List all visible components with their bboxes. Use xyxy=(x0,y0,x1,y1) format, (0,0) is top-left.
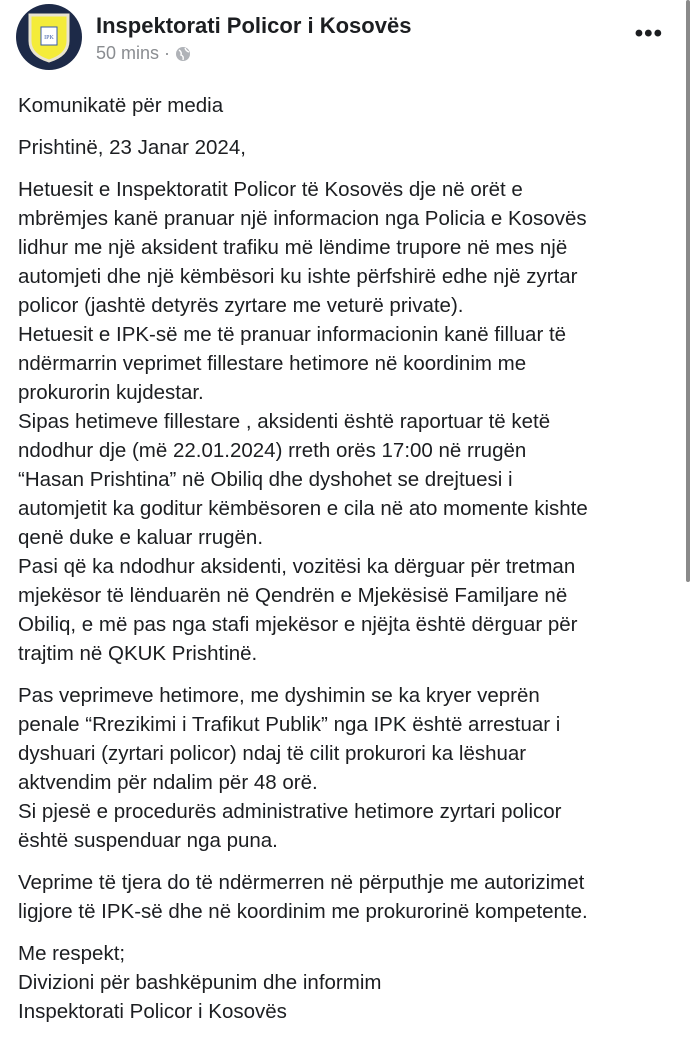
author-name[interactable]: Inspektorati Policor i Kosovës xyxy=(96,13,412,38)
text-line: Si pjesë e procedurës administrative hetimore zyrtari policor xyxy=(18,800,562,823)
text-line: Inspektorati Policor i Kosovës xyxy=(18,1000,287,1023)
text-line: është suspenduar nga puna. xyxy=(18,829,278,852)
post-paragraph xyxy=(18,175,588,668)
text-line: Veprime të tjera do të ndërmerren në përputhje me autorizimet xyxy=(18,871,585,894)
text-line: penale “Rrezikimi i Trafikut Publik” nga IPK është arrestuar i xyxy=(18,713,561,736)
text-line: dyshuari (zyrtari policor) ndaj të cilit prokurori ka lëshuar xyxy=(18,742,527,765)
text-line: ndërmarrin veprimet fillestare hetimore në koordinim me xyxy=(18,352,527,375)
post-paragraph xyxy=(18,868,588,926)
text-line: trajtim në QKUK Prishtinë. xyxy=(18,642,258,665)
text-line: Hetuesit e IPK-së me të pranuar informacionin kanë filluar të xyxy=(18,323,567,346)
text-line: mjekësor të lënduarën në Qendrën e Mjekësisë Familjare në xyxy=(18,584,568,607)
text-line: Hetuesit e Inspektoratit Policor të Kosovës dje në orët e xyxy=(18,178,523,201)
text-line: lidhur me një aksident trafiku më lëndime trupore në mes një xyxy=(18,236,568,259)
text-line: Obiliq, e më pas nga stafi mjekësor e njëjta është dërguar për xyxy=(18,613,578,636)
post-paragraph xyxy=(18,939,588,1026)
text-line: ligjore të IPK-së dhe në koordinim me prokurorinë kompetente. xyxy=(18,900,588,923)
text-line: Pasi që ka ndodhur aksidenti, vozitësi ka dërguar për tretman xyxy=(18,555,576,578)
text-line: automjeti dhe një këmbësori ku ishte përfshirë edhe një zyrtar xyxy=(18,265,578,288)
post-body xyxy=(18,91,588,1039)
post-meta xyxy=(96,43,191,64)
post-paragraph xyxy=(18,133,588,162)
text-line: Prishtinë, 23 Janar 2024, xyxy=(18,136,246,159)
text-line: aktvendim për ndalim për 48 orë. xyxy=(18,771,318,794)
post-paragraph xyxy=(18,91,588,120)
text-line: qenë duke e kaluar rrugën. xyxy=(18,526,264,549)
text-line: prokurorin kujdestar. xyxy=(18,381,204,404)
post-paragraph xyxy=(18,681,588,855)
police-badge-logo-icon xyxy=(26,11,72,63)
text-line: Me respekt; xyxy=(18,942,126,965)
text-line: Divizioni për bashkëpunim dhe informim xyxy=(18,971,382,994)
text-line: “Hasan Prishtina” në Obiliq dhe dyshohet se drejtuesi i xyxy=(18,468,513,491)
text-line: policor (jashtë detyrës zyrtare me veturë private). xyxy=(18,294,464,317)
text-line: Komunikatë për media xyxy=(18,94,224,117)
text-line: ndodhur dje (më 22.01.2024) rreth orës 17:00 në rrugën xyxy=(18,439,527,462)
more-options-button[interactable]: ••• xyxy=(634,20,663,47)
scrollbar[interactable] xyxy=(686,0,690,582)
text-line: mbrëmjes kanë pranuar një informacion nga Policia e Kosovës xyxy=(18,207,587,230)
text-line: automjetit ka goditur këmbësoren e cila në ato momente kishte xyxy=(18,497,588,520)
globe-icon xyxy=(175,46,191,62)
separator: · xyxy=(164,43,171,63)
post-time[interactable]: 50 mins xyxy=(96,43,160,63)
text-line: Pas veprimeve hetimore, me dyshimin se ka kryer veprën xyxy=(18,684,540,707)
avatar[interactable] xyxy=(16,4,82,70)
svg-text:IPK: IPK xyxy=(44,35,54,41)
text-line: Sipas hetimeve fillestare , aksidenti është raportuar të ketë xyxy=(18,410,551,433)
